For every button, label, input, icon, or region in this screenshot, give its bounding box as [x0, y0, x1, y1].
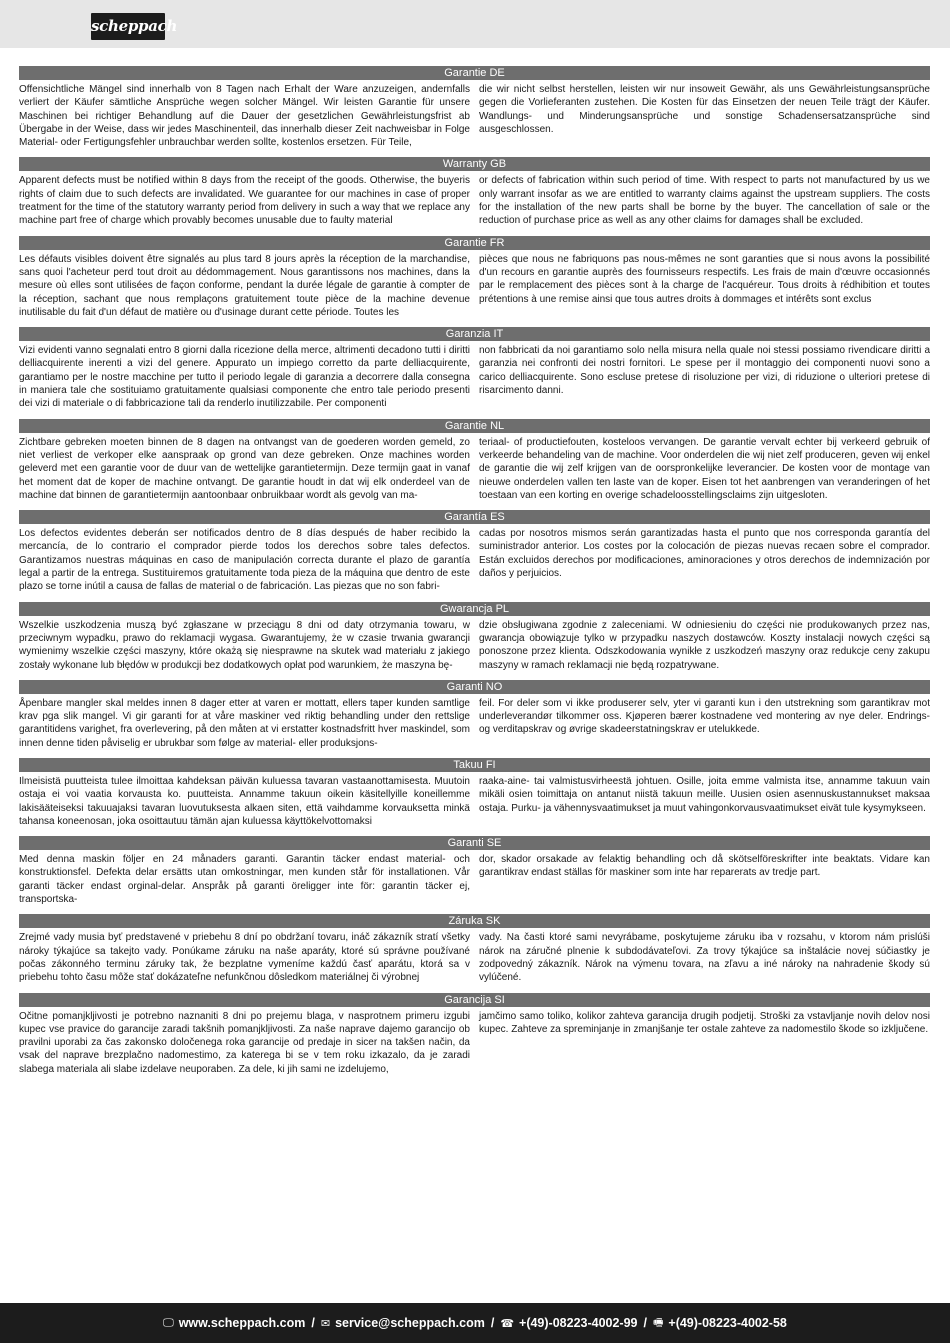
fax-number: +(49)-08223-4002-58: [668, 1316, 787, 1330]
warranty-section-no: [19, 680, 930, 750]
section-header: Záruka SK: [19, 914, 930, 928]
warranty-section-sk: [19, 914, 930, 984]
section-text-right: die wir nicht selbst herstellen, leisten wir nur insoweit Gewähr, als uns Gewährleistungsansprüche gegen die Vorlieferanten zustehen. Die Kosten für das Einsetzen der neuen Teile trägt der Käufer. Wandlungs- und Minderungsansprüche und sonstige Schadensersatzansprüche sind ausgeschlossen.: [479, 84, 930, 135]
section-header: Garanti NO: [19, 680, 930, 694]
section-text-right: pièces que nous ne fabriquons pas nous-mêmes ne sont garanties que si nous avons la possibilité d'un recours en garantie auprès des fournisseurs respectifs. Les frais de main d'œuvre occasionnés par le remplacement des pièces sont à la charge de l'acquéreur. Tous droits à rédhibition et toutes prétentions à une remise ainsi que tous autres droits à dommages et intérêts sont exclus: [479, 253, 930, 305]
section-text-right: vady. Na časti ktoré sami nevyrábame, poskytujeme záruku iba v rozsahu, v ktorom nám prislúši nárok na záručné plnenie k subdodávateľovi. Za trovy týkajúce sa inštalácie novej súčiastky je zodpovedný zákazník. Nárok na výmenu tovara, na zľavu a iné nároky na nahradenie škody sú vylúčené.: [479, 932, 930, 984]
warranty-section-se: [19, 836, 930, 906]
section-header: Garantie NL: [19, 419, 930, 433]
section-header: Garancija SI: [19, 993, 930, 1007]
warranty-section-fi: [19, 758, 930, 828]
contact-footer: [0, 1303, 950, 1343]
warranty-content: [19, 66, 930, 1276]
section-text-left: Åpenbare mangler skal meldes innen 8 dager etter at varen er mottatt, ellers taper kunden samtlige krav pga slik mangel. Vi gir garanti for at våre maskiner ved riktig behandling under den rettslige garantitidens varighet, fra overlevering, på den måten at vi erstatter kostnadsfritt hver maskindel, som innen denne tiden påviselig er ubrukbar som følge av material- eller produksjons-: [19, 697, 470, 749]
section-text-right: raaka-aine- tai valmistusvirheestä johtuen. Osille, joita emme valmista itse, annamme takuun vain mikäli osien toimittaja on antanut niistä takuun meille. Uusien osien asennuskustannukset maksaa ostaja. Purku- ja vähennysvaatimukset ja muut vahingonkorvausvaatimukset eivät tule kysymykseen.: [479, 775, 930, 814]
section-header: Garanti SE: [19, 836, 930, 850]
warranty-section-it: [19, 327, 930, 410]
section-header: Garanzia IT: [19, 327, 930, 341]
section-text-right: dor, skador orsakade av felaktig behandling och då skötselföreskrifter inte beaktats. Vidare kan garantikrav endast ställas för maskiner som inte har reparerats av tredje part.: [479, 854, 930, 879]
section-header: Takuu FI: [19, 758, 930, 772]
section-text-left: Vizi evidenti vanno segnalati entro 8 giorni dalla ricezione della merce, altrimenti decadono tutti i diritti delliacquirente inerenti a vizi del genere. Appurato un impiego corretto da parte delliacquirente, garantiamo per le nostre macchine per tutto il periodo legale di garanzia a decorrere dalla consegna in maniera tale che sostituiamo gratuitamente qualsiasi componente che entro tale periodo presenti dei vizi di materiale o di fabbricazione tali da renderlo inutilizzabile. Per componenti: [19, 345, 470, 410]
warranty-section-nl: [19, 419, 930, 502]
section-text-left: Zrejmé vady musia byť predstavené v priebehu 8 dní po obdržaní tovaru, ináč zákazník stratí všetky nároky týkajúce sa takejto vady. Ponúkame záruku na naše aparáty, ktoré sú správne používané počas zákonného terminu záruky tak, že bezplatne vymeníme každú časť aparátu, ktorá sa v priebehu tohto času môže stať dokázateľne nefunkčnou dôsledkom materiálnej či výrobnej: [19, 932, 470, 984]
section-text-right: dzie obsługiwana zgodnie z zaleceniami. W odniesieniu do części nie produkowanych przez nas, gwarancja obowiązuje tylko w przypadku naszych dostawców. Koszty instalacji nowych części są ponoszone przez klienta. Odszkodowania wynikłe z uszkodzeń maszyny oraz redukcje ceny zakupu maszyny w ramach reklamacji nie będą rozpatrywane.: [479, 619, 930, 671]
fax-icon: 🖷: [653, 1316, 664, 1329]
warranty-section-si: [19, 993, 930, 1076]
envelope-icon: ✉: [320, 1317, 331, 1330]
monitor-icon: 🖵: [163, 1316, 174, 1329]
section-text-left: Ilmeisistä puutteista tulee ilmoittaa kahdeksan päivän kuluessa tavaran vastaanottamisesta. Muutoin ostaja ei voi vaatia korvausta ko. puutteista. Annamme takuun oikein käsitellyille koneillemme lakisääteiseksi takuuajaksi tavaran luovutuksesta alkaen siten, että vaihdamme korvauksetta minkä tahansa koneenosan, joka osoittautuu tämän ajan kuluessa käyttökelvottomaksi: [19, 775, 470, 827]
scheppach-logo: scheppach: [91, 13, 165, 40]
warranty-section-es: [19, 510, 930, 593]
section-text-left: Očitne pomanjkljivosti je potrebno naznaniti 8 dni po prejemu blaga, v nasprotnem primeru izgubi kupec vse pravice do garancije zaradi takšnih pomanjkljivosti. Za naše naprave dajemo garancijo ob pravilni uporabi za čas zakonsko določenega roka garancije od predaje in sicer na takšen način, da vsak del naprave brezplačno nadomestimo, za katerega bi se v tem roku izkazalo, da je zaradi slabega materiala ali slabe izdelave neuporaben. Za dele, ki jih sami ne izdelujemo,: [19, 1010, 470, 1075]
section-header: Garantie FR: [19, 236, 930, 250]
website-link[interactable]: www.scheppach.com: [178, 1316, 306, 1330]
section-header: Garantie DE: [19, 66, 930, 80]
warranty-section-pl: [19, 602, 930, 672]
section-header: Gwarancja PL: [19, 602, 930, 616]
warranty-section-fr: [19, 236, 930, 319]
email-link[interactable]: service@scheppach.com: [335, 1316, 485, 1330]
footer-separator: /: [311, 1316, 315, 1330]
section-text-left: Zichtbare gebreken moeten binnen de 8 dagen na ontvangst van de goederen worden gemeld, zo niet verliest de verkoper elke aanspraak op grond van deze gebreken. Onze machines worden geleverd met een garantie voor de duur van de wettelijke garantietermijn. Deze termijn gaat in vanaf het moment dat de koper de machine ontvangt. De garantie houdt in dat wij elk onderdeel van de machine dat binnen de garantietermijn aantoonbaar onbruikbaar wordt als gevolg van ma-: [19, 436, 470, 501]
section-text-right: jamčimo samo toliko, kolikor zahteva garancija drugih podjetij. Stroški za vstavljanje novih delov nosi kupec. Zahteve za spreminjanje in zmanjšanje ter ostale zahteve za nadomestilo škode so izključene.: [479, 1010, 930, 1035]
section-text-left: Med denna maskin följer en 24 månaders garanti. Garantin täcker endast material- och konstruktionsfel. Defekta delar ersätts utan omkostningar, men kunden står för installationen. Vår garanti täcker endast orginal-delar. Anspråk på garanti öreligger inte för: garantin täcker ej, transportska-: [19, 854, 470, 906]
section-text-left: Offensichtliche Mängel sind innerhalb von 8 Tagen nach Erhalt der Ware anzuzeigen, andernfalls verliert der Käufer sämtliche Ansprüche wegen solcher Mängel. Wir leisten Garantie für unsere Maschinen bei richtiger Behandlung auf die Dauer der gesetzlichen Gewährleistungsfrist ab Übergabe in der Weise, dass wir jedes Maschinenteil, das innerhalb dieser Zeit nachweisbar in Folge Material- oder Fertigungsfehler unbrauchbar werden sollte, kostenlos ersetzen. Für Teile,: [19, 84, 470, 149]
section-text-right: teriaal- of productiefouten, kosteloos vervangen. De garantie vervalt echter bij verkeerd gebruik of verkeerde behandeling van de machine. Voor onderdelen die wij niet zelf produceren, geven wij enkel de garantie die wij zelf krijgen van de oorspronkelijke leverancier. De kosten voor de montage van nieuwe onderdelen vallen ten laste van de koper. Eisen tot het aanbrengen van veranderingen of het toestaan van een korting en overige schadeloosstellingsclaims zijn uitgesloten.: [479, 436, 930, 501]
warranty-section-de: [19, 66, 930, 149]
section-header: Warranty GB: [19, 157, 930, 171]
section-header: Garantía ES: [19, 510, 930, 524]
footer-separator: /: [490, 1316, 495, 1330]
header-bar: [0, 0, 950, 48]
footer-separator: /: [643, 1316, 647, 1330]
section-text-left: Wszelkie uszkodzenia muszą być zgłaszane w przeciągu 8 dni od daty otrzymania towaru, w przeciwnym wypadku, prawo do reklamacji wygasa. Gwarantujemy, że w czasie trwania gwarancji wymienimy wszelkie części maszyny, które okażą się niesprawne na skutek wad materiału z jakiego zostały wykonane lub błędów w produkcji bez dodatkowych opłat pod warunkiem, że maszyna bę-: [19, 619, 470, 671]
telephone-icon: ☎: [500, 1317, 515, 1330]
section-text-right: non fabbricati da noi garantiamo solo nella misura nella quale noi stessi possiamo rivendicare diritti a garanzia nei confronti dei nostri fornitori. Le spese per il montaggio dei componenti nuovi sono a carico delliacquirente. Sono escluse pretese di risoluzione per vizi, di riduzione o ulteriori pretese di risarcimento danni.: [479, 345, 930, 397]
section-text-left: Les défauts visibles doivent être signalés au plus tard 8 jours après la réception de la marchandise, sans quoi l'acheteur perd tout droit au dédommagement. Nous garantissons nos machines, dans la mesure où elles sont utilisées de façon conforme, pendant la durée légale de garantie à compter de la réception, sachant que nous remplaçons gratuitement toute pièce de la machine devenue inutilisable du fait d'un défaut de matière ou d'usinage durant cette période. Toutes les: [19, 253, 470, 318]
phone-number[interactable]: +(49)-08223-4002-99: [519, 1316, 638, 1330]
section-text-left: Los defectos evidentes deberán ser notificados dentro de 8 días después de haber recibido la mercancía, de lo contrario el comprador pierde todos los derechos sobre tales defectos. Garantizamos nuestras máquinas en caso de manipulación correcta durante el plazo de garantía legal a partir de la entrega. Sustituiremos gratuitamente toda pieza de la máquina que dentro de este plazo se torne inútil a causa de fallas de material o de fabricación. Las piezas que no son fabri-: [19, 528, 470, 593]
section-text-right: cadas por nosotros mismos serán garantizadas hasta el punto que nos corresponda garantía del suministrador anterior. Los costes por la colocación de piezas nuevas recaen sobre el comprador. Están excluidos derechos por modificaciones, aminoraciones y otros derechos de indemnización por daños y perjuicios.: [479, 528, 930, 580]
warranty-section-gb: [19, 157, 930, 227]
section-text-right: feil. For deler som vi ikke produserer selv, yter vi garanti kun i den utstrekning som garantikrav mot underleverandør tilkommer oss. Kjøperen bærer kostnadene ved montering av nye deler. Endrings- og verditapskrav og øvrige skadeerstatningskrav er utelukkede.: [479, 697, 930, 736]
section-text-left: Apparent defects must be notified within 8 days from the receipt of the goods. Otherwise, the buyeris rights of claim due to such defects are invalidated. We guarantee for our machines in case of proper treatment for the time of the statutory warranty period from delivery in such a way that we replace any machine part free of charge which provably becomes unusable due to faulty material: [19, 175, 470, 227]
section-text-right: or defects of fabrication within such period of time. With respect to parts not manufactured by us we only warrant insofar as we are entitled to warranty claims against the upstream suppliers. The costs for the installation of the new parts shall be borne by the buyer. The cancellation of sale or the reduction of purchase price as well as any other claims for damages shall be excluded.: [479, 175, 930, 227]
